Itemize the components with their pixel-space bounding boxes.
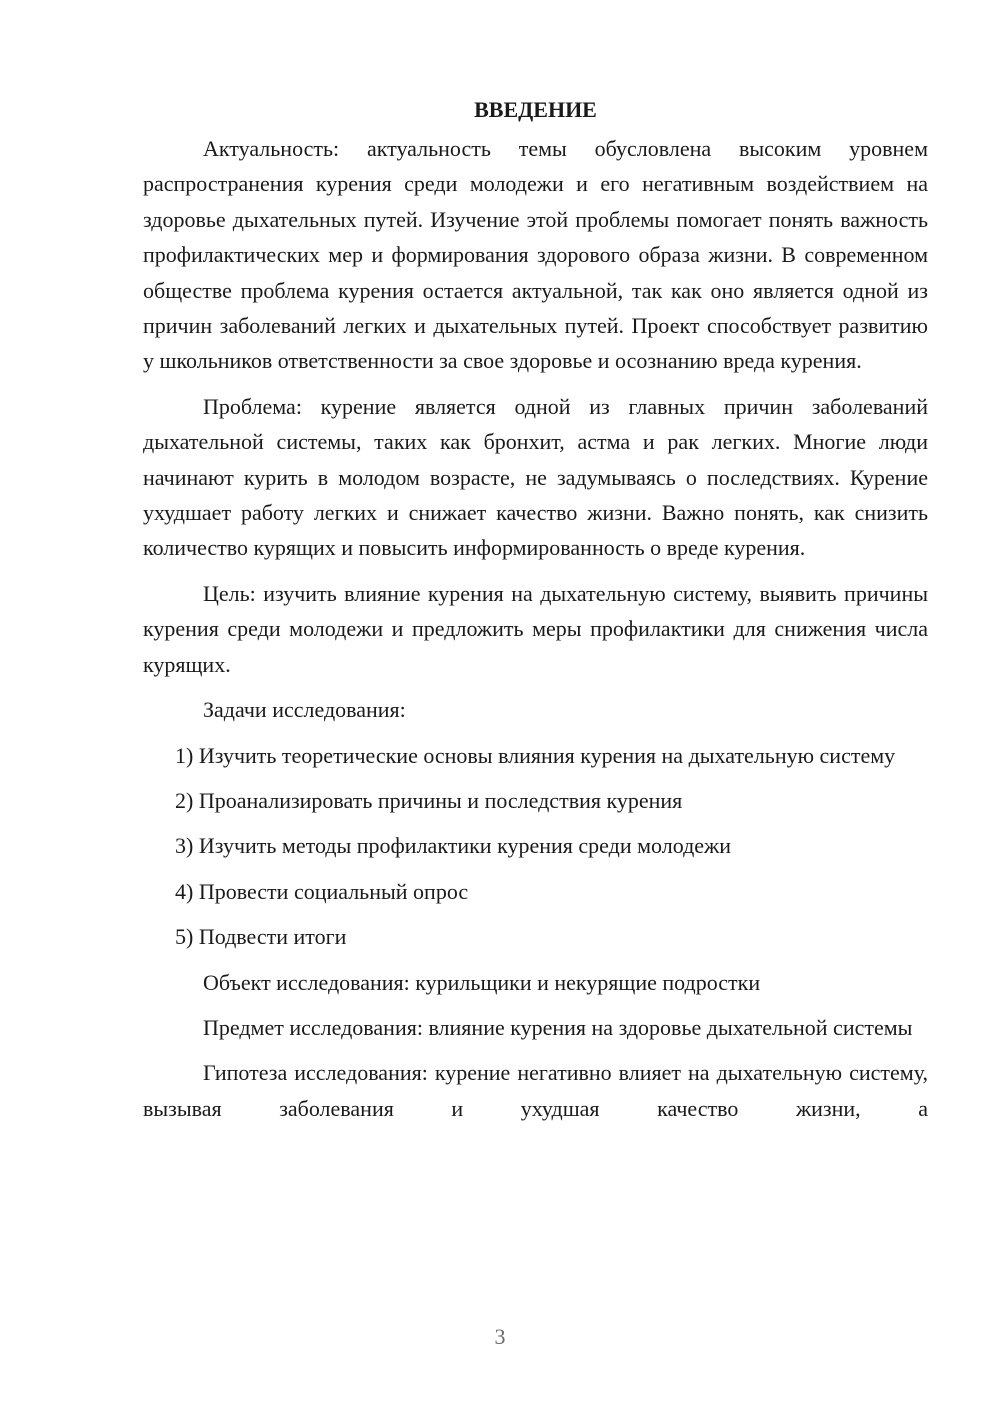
- task-item-1: 1) Изучить теоретические основы влияния курения на дыхательную систему: [175, 742, 896, 768]
- document-page: [143, 92, 928, 1136]
- document-title: ВВЕДЕНИЕ: [474, 97, 597, 122]
- paragraph-object: Объект исследования: курильщики и некурящие подростки: [203, 969, 761, 995]
- paragraph-subject: Предмет исследования: влияние курения на здоровье дыхательной системы: [203, 1014, 913, 1040]
- page-number: 3: [494, 1324, 506, 1349]
- task-item-5: 5) Подвести итоги: [175, 924, 347, 950]
- paragraph-hypothesis: Гипотеза исследования: курение негативно влияет на дыхательную систему, вызывая заболевания и ухудшая качество жизни, а: [143, 1060, 928, 1121]
- task-item-4: 4) Провести социальный опрос: [175, 878, 469, 904]
- task-item-3: 3) Изучить методы профилактики курения среди молодежи: [175, 833, 731, 859]
- paragraph-problem: Проблема: курение является одной из главных причин заболеваний дыхательной системы, таких как бронхит, астма и рак легких. Многие люди начинают курить в молодом возрасте, не задумываясь о последствиях. Курение ухудшает работу легких и снижает качество жизни. Важно понять, как снизить количество курящих и повысить информированность о вреде курения.: [143, 393, 928, 561]
- tasks-heading: Задачи исследования:: [203, 697, 406, 723]
- paragraph-relevance: Актуальность: актуальность темы обусловлена высоким уровнем распространения курения среди молодежи и его негативным воздействием на здоровье дыхательных путей. Изучение этой проблемы помогает понять важность профилактических мер и формирования здорового образа жизни. В современном обществе проблема курения остается актуальной, так как оно является одной из причин заболеваний легких и дыхательных путей. Проект способствует развитию у школьников ответственности за свое здоровье и осознанию вреда курения.: [143, 136, 928, 374]
- paragraph-goal: Цель: изучить влияние курения на дыхательную систему, выявить причины курения среди молодежи и предложить меры профилактики для снижения числа курящих.: [143, 580, 928, 677]
- task-item-2: 2) Проанализировать причины и последствия курения: [175, 787, 683, 813]
